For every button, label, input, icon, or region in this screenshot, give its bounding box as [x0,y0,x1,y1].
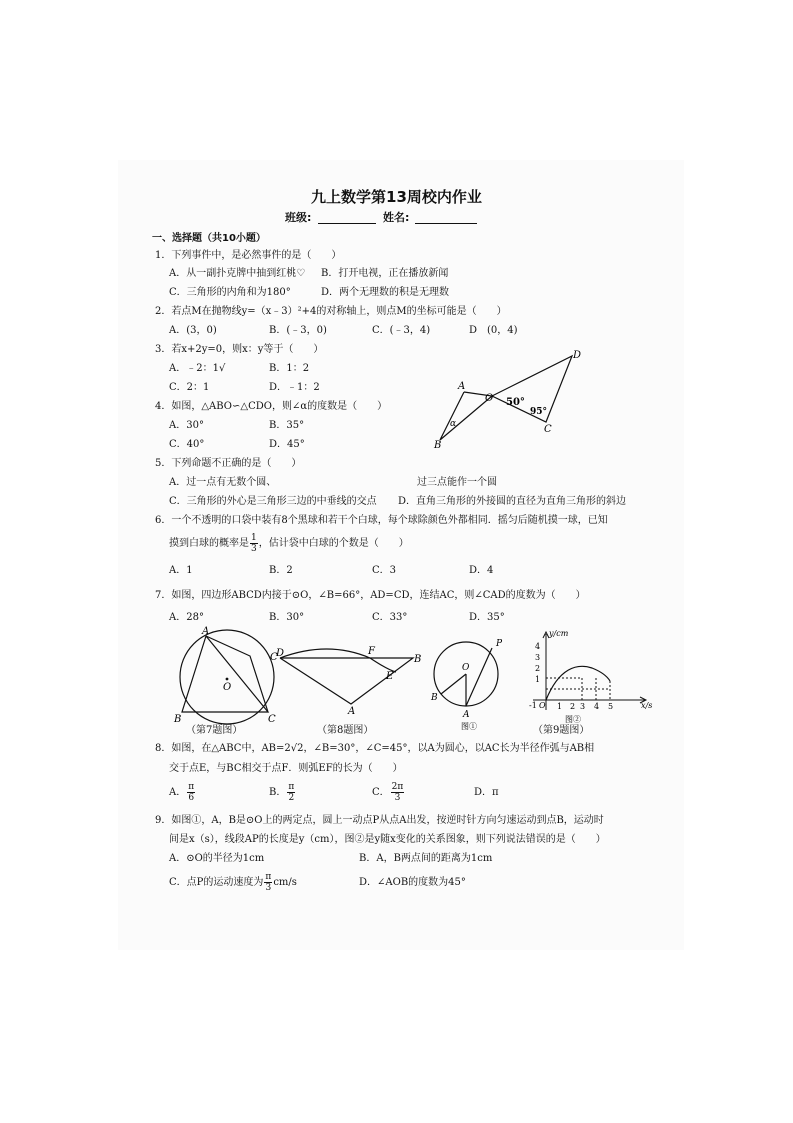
class-blank[interactable] [318,212,376,224]
q4-option-b: B．35° [269,420,305,431]
q3-stem: 3．若x+2y=0，则x：y等于（ ） [155,344,324,355]
q9-stem: 9．如图①，A，B是⊙O上的两定点，圆上一动点P从点A出发，按逆时针方向匀速运动到点B，运动时 [155,815,604,826]
label-b: B [414,654,422,665]
class-label: 班级: [285,211,312,224]
q5-option-a: A．过一点有无数个圆、 [169,477,277,488]
q2-option-c: C．(﹣3，4) [372,325,431,336]
sub-caption-1: 图① [461,722,477,731]
label-d: D [276,648,285,659]
y-tick-2: 2 [535,664,541,673]
q4-option-d: D．45° [269,439,305,450]
y-tick-1: 1 [535,675,541,684]
fraction-one-third: $\frac{1}{3}$ [251,533,257,554]
q4-figure [430,348,590,451]
label-b: B [431,693,438,703]
q1-option-c: C．三角形的内角和为180° [169,287,291,298]
y-axis-label: y/cm [549,629,569,638]
q9-fig-caption: （第9题图） [533,725,590,736]
q8-figure [268,644,428,717]
label-e: E [386,671,394,682]
q3-option-b: B．1：2 [269,363,310,374]
q4-option-c: C．40° [169,439,205,450]
x-tick-5: 5 [608,702,614,711]
x-tick-4: 4 [594,702,600,711]
label-o: O [462,663,470,673]
q5-option-d: D．直角三角形的外接圆的直径为直角三角形的斜边 [398,496,627,507]
name-label: 姓名: [383,211,410,224]
label-c: C [544,424,552,435]
segment-ob [441,674,466,694]
q3-option-d: D．﹣1：2 [269,382,320,393]
q8-option-c: C． $\frac{2\pi}{3}$ [372,782,404,803]
q7-caption: （第7题图） [186,725,243,736]
center-dot [226,678,229,681]
q9-option-b: B．A，B两点间的距离为1cm [359,853,493,864]
q6-stem-line2: 摸到白球的概率是 $\frac{1}{3}$ ，估计袋中白球的个数是（ ） [169,533,409,554]
q5-option-b: 过三点能作一个圆 [417,477,497,488]
q4-stem: 4．如图，△ABO∽△CDO，则∠α的度数是（ ） [155,401,388,412]
angle-50: 50° [506,397,525,408]
q1-stem: 1．下列事件中，是必然事件的是（ ） [155,250,342,261]
q6-option-c: C．3 [372,565,397,576]
page-title: 九上数学第13周校内作业 [311,188,482,206]
q1-option-d: D．两个无理数的积是无理数 [321,287,450,298]
q7-option-c: C．33° [372,612,408,623]
quad-abcd [182,636,268,712]
section-heading: 一、选择题（共10小题） [152,233,266,244]
label-o: O [223,682,232,693]
name-blank[interactable] [415,212,477,224]
q3-option-a: A．﹣2：1√ [169,363,226,374]
q2-option-d: D (0，4) [469,325,518,336]
x-tick-1: 1 [557,702,563,711]
x-axis-label: x/s [641,701,653,710]
q8-stem: 8．如图，在△ABC中，AB=2√2，∠B=30°，∠C=45°，以A为圆心，以AC长为半径作弧与AB相 [155,743,595,754]
label-a: A [348,706,356,717]
q8-option-d: D．π [474,787,499,798]
q9-figure-2 [527,628,657,728]
q6-option-b: B．2 [269,565,293,576]
label-b: B [434,440,442,451]
q9-figure-1 [428,630,508,731]
q7-option-d: D．35° [469,612,505,623]
arc-ef [280,649,396,672]
q5-stem: 5．下列命题不正确的是（ ） [155,458,302,469]
label-p: P [496,639,503,649]
x-tick-3: 3 [580,702,586,711]
q8-stem-line2: 交于点E，与BC相交于点F．则弧EF的长为（ ） [169,763,403,774]
label-d: D [573,350,582,361]
label-c: C [270,652,278,663]
label-c: C [268,714,276,725]
label-o: O [485,393,494,404]
label-f: F [368,646,375,657]
y-tick-3: 3 [535,653,541,662]
sub-caption-2: 图② [565,715,581,724]
q7-option-a: A．28° [169,612,204,623]
q7-stem: 7．如图，四边形ABCD内接于⊙O，∠B=66°，AD=CD，连结AC，则∠CAD的度数为（ ） [155,590,586,601]
q9-option-d: D．∠AOB的度数为45° [359,877,466,888]
origin-label: O [539,701,546,710]
curve-y [546,666,610,700]
label-a: A [202,626,210,637]
q8-caption: （第8题图） [317,725,374,736]
q2-option-b: B．(﹣3，0) [269,325,327,336]
q8-option-a: A． $\frac{\pi}{6}$ [169,782,195,803]
x-tick-2: 2 [570,702,576,711]
q3-option-c: C．2：1 [169,382,210,393]
label-b: B [174,714,182,725]
label-alpha: α [450,419,457,429]
q7-option-b: B．30° [269,612,305,623]
circle-o [180,630,274,724]
q6-option-a: A．1 [169,565,193,576]
q2-stem: 2．若点M在抛物线y=（x﹣3）²+4的对称轴上，则点M的坐标可能是（ ） [155,306,507,317]
q9-option-a: A．⊙O的半径为1cm [169,853,265,864]
q9-stem-line2: 间是x（s），线段AP的长度是y（cm），图②是y随x变化的关系图象，则下列说法错误的是（ ） [169,834,606,845]
q5-option-c: C．三角形的外心是三角形三边的中垂线的交点 [169,496,377,507]
y-tick-4: 4 [535,642,541,651]
q6-stem: 6．一个不透明的口袋中装有8个黑球和若干个白球，每个球除颜色外都相同．摇匀后随机摸一球，已知 [155,515,608,526]
q6-option-d: D．4 [469,565,494,576]
q2-option-a: A．(3，0) [169,325,217,336]
q8-option-b: B． $\frac{\pi}{2}$ [269,782,295,803]
q1-option-b: B．打开电视，正在播放新闻 [321,268,449,279]
label-a: A [458,381,466,392]
label-a: A [463,710,470,720]
angle-95: 95° [530,407,548,417]
neg-tick: -1 [529,701,537,710]
q1-option-a: A．从一副扑克牌中抽到红桃♡ [169,268,306,279]
q9-option-c: C．点P的运动速度为 $\frac{\pi}{3}$ cm/s [169,872,297,893]
q4-option-a: A．30° [169,420,204,431]
